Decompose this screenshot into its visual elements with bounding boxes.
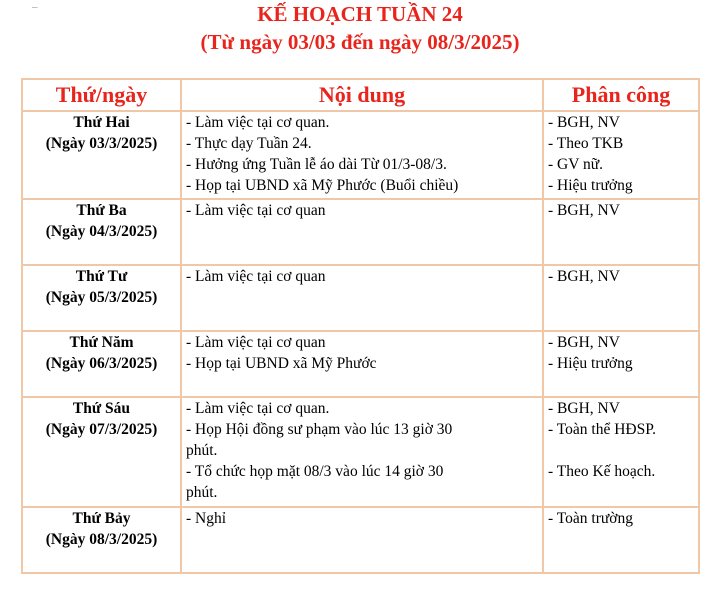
assign-line: - BGH, NV	[548, 268, 620, 285]
content-line: - Họp Hội đồng sư phạm vào lúc 13 giờ 30	[186, 421, 453, 438]
assign-line: - BGH, NV	[548, 202, 620, 219]
assign-line: - Theo Kế hoạch.	[548, 463, 656, 480]
day-name: Thứ Tư	[75, 268, 128, 285]
day-cell	[22, 199, 181, 265]
assign-line: - GV nữ.	[548, 156, 604, 173]
assign-line: - BGH, NV	[548, 114, 620, 131]
content-line: - Nghỉ	[186, 510, 227, 527]
day-date: (Ngày 05/3/2025)	[45, 289, 158, 306]
content-cell	[181, 265, 543, 331]
column-header-assign: Phân công	[543, 79, 699, 111]
table-row	[22, 331, 699, 397]
day-cell	[22, 265, 181, 331]
assign-line: - Toàn trường	[548, 510, 633, 527]
content-cell	[181, 507, 543, 573]
content-cell	[181, 331, 543, 397]
content-line: - Họp tại UBND xã Mỹ Phước (Buổi chiều)	[186, 177, 459, 194]
content-line: - Làm việc tại cơ quan.	[186, 114, 330, 131]
day-date: (Ngày 08/3/2025)	[45, 531, 158, 548]
day-cell	[22, 397, 181, 507]
table-row	[22, 507, 699, 573]
column-header-content: Nội dung	[181, 79, 543, 111]
day-date: (Ngày 06/3/2025)	[45, 355, 158, 372]
assign-line	[548, 440, 694, 461]
assign-cell	[543, 265, 699, 331]
day-name: Thứ Ba	[76, 202, 127, 219]
content-line: phút.	[186, 484, 218, 501]
content-cell	[181, 397, 543, 507]
day-name: Thứ Năm	[69, 334, 134, 351]
table-header-row	[22, 79, 699, 111]
content-line: - Thực dạy Tuần 24.	[186, 135, 312, 152]
assign-cell	[543, 111, 699, 199]
content-cell	[181, 199, 543, 265]
assign-line: - BGH, NV	[548, 334, 620, 351]
table-row	[22, 397, 699, 507]
assign-line: - Theo TKB	[548, 135, 624, 152]
assign-line: - Hiệu trưởng	[548, 355, 633, 372]
content-line: - Làm việc tại cơ quan	[186, 202, 326, 219]
assign-cell	[543, 331, 699, 397]
content-line: - Họp tại UBND xã Mỹ Phước	[186, 355, 377, 372]
content-cell	[181, 111, 543, 199]
assign-cell	[543, 397, 699, 507]
assign-cell	[543, 507, 699, 573]
assign-cell	[543, 199, 699, 265]
day-name: Thứ Bảy	[72, 510, 131, 527]
corner-mark: _	[32, 0, 38, 9]
content-line: - Làm việc tại cơ quan.	[186, 400, 330, 417]
content-line: phút.	[186, 442, 218, 459]
content-line: - Làm việc tại cơ quan	[186, 268, 326, 285]
day-cell	[22, 507, 181, 573]
column-header-day: Thứ/ngày	[22, 79, 181, 111]
day-date: (Ngày 04/3/2025)	[45, 223, 158, 240]
table-row	[22, 265, 699, 331]
page-title: KẾ HOẠCH TUẦN 24	[257, 2, 463, 26]
assign-line: - BGH, NV	[548, 400, 620, 417]
day-cell	[22, 331, 181, 397]
assign-line: - Hiệu trưởng	[548, 177, 633, 194]
content-line: - Hưởng ứng Tuần lễ áo dài Từ 01/3-08/3.	[186, 156, 447, 173]
day-date: (Ngày 07/3/2025)	[45, 421, 158, 438]
content-line: - Làm việc tại cơ quan	[186, 334, 326, 351]
weekly-plan-table	[21, 78, 700, 574]
day-date: (Ngày 03/3/2025)	[45, 135, 158, 152]
assign-line: - Toàn thể HĐSP.	[548, 421, 656, 438]
content-line: - Tổ chức họp mặt 08/3 vào lúc 14 giờ 30	[186, 463, 444, 480]
day-cell	[22, 111, 181, 199]
table-row	[22, 199, 699, 265]
page-subtitle: (Từ ngày 03/03 đến ngày 08/3/2025)	[200, 30, 520, 54]
day-name: Thứ Sáu	[72, 400, 131, 417]
day-name: Thứ Hai	[73, 114, 130, 131]
table-row	[22, 111, 699, 199]
